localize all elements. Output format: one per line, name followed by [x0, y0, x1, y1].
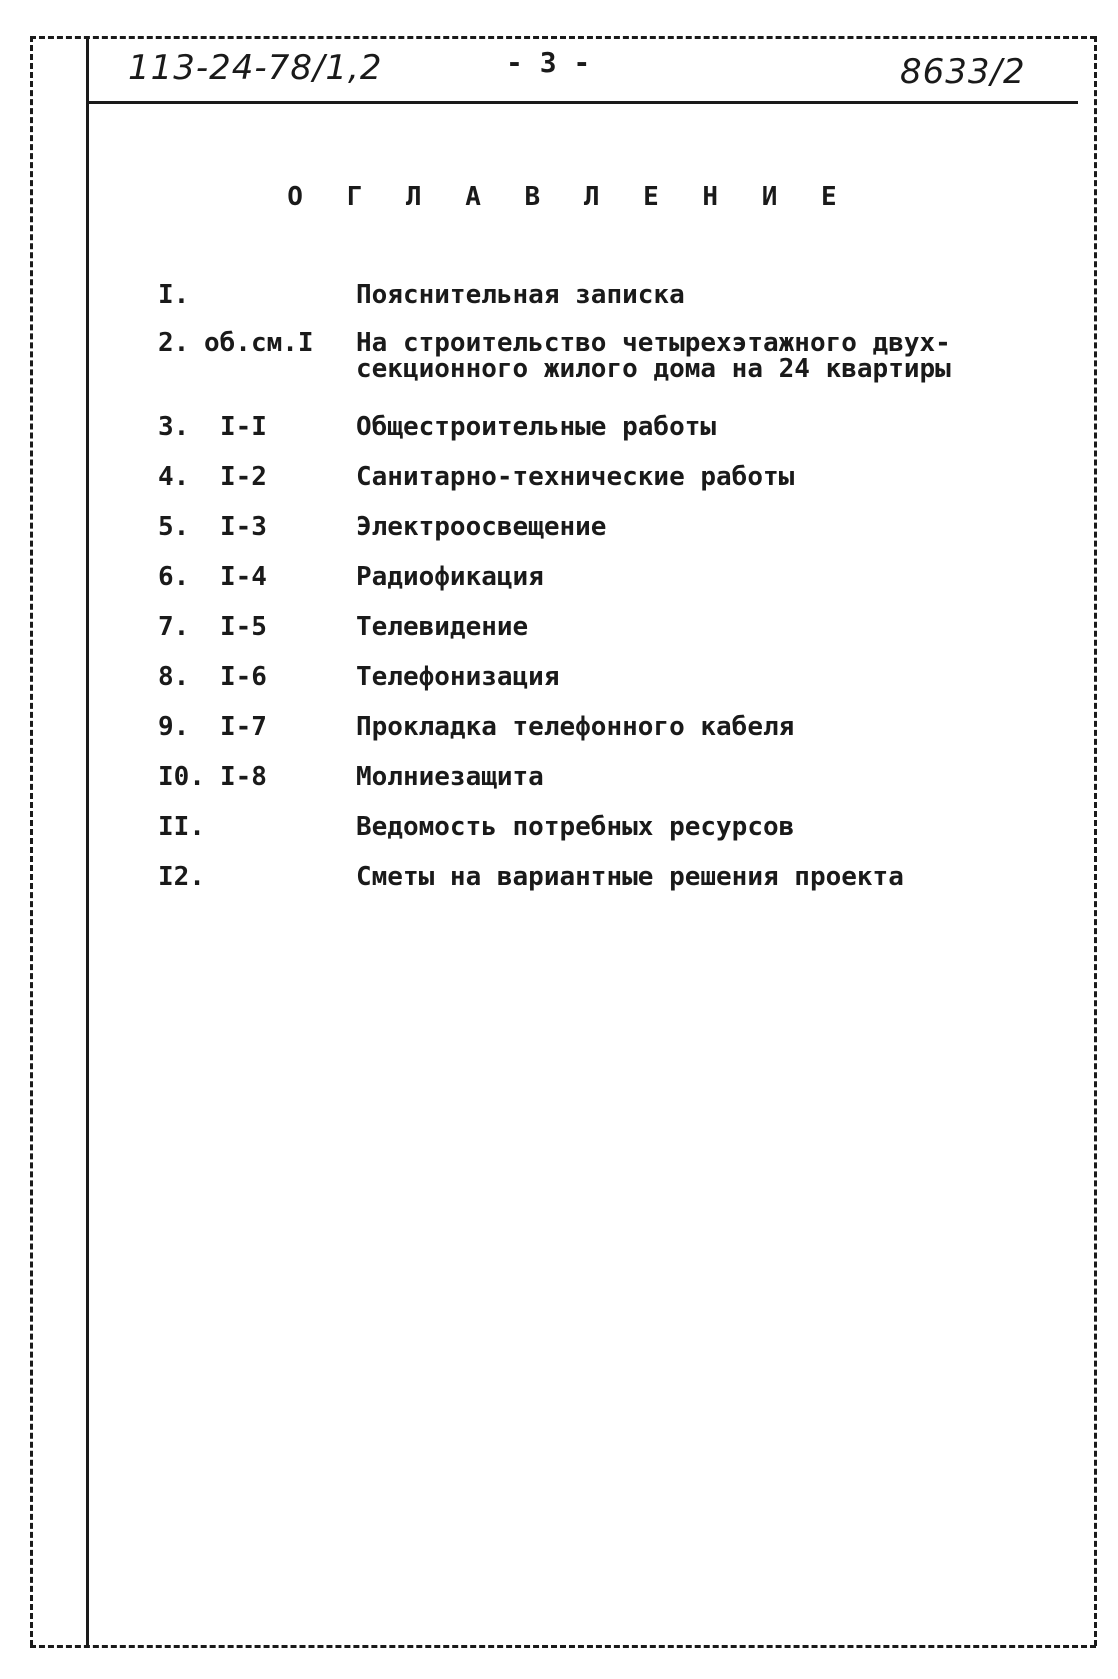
frame-bottom-border	[30, 1645, 1096, 1648]
header-rule	[86, 101, 1078, 104]
frame-binding-line	[86, 36, 89, 1646]
toc-item-number: 6.	[158, 562, 190, 592]
toc-item	[158, 464, 1058, 490]
toc-item-number: I0.	[158, 762, 205, 792]
toc-item-reference: I-3	[220, 512, 267, 542]
toc-item-number: 9.	[158, 712, 190, 742]
toc-item-reference: I-7	[220, 712, 267, 742]
toc-item-title: Телевидение	[356, 612, 529, 642]
toc-item-title: Электроосвещение	[356, 512, 607, 542]
toc-item-title: Прокладка телефонного кабеля	[356, 712, 795, 742]
archive-number: 8633/2	[900, 52, 1026, 92]
toc-item-title: Телефонизация	[356, 662, 560, 692]
toc-item-number: 2.	[158, 328, 190, 358]
toc-item-reference: I-I	[220, 412, 267, 442]
toc-item-title: Общестроительные работы	[356, 412, 717, 442]
toc-item-number: II.	[158, 812, 205, 842]
toc-item-reference: I-2	[220, 462, 267, 492]
toc-item-reference: I-5	[220, 612, 267, 642]
toc-item	[158, 414, 1058, 440]
toc-item	[158, 514, 1058, 540]
toc-item-title: Санитарно-технические работы	[356, 462, 795, 492]
toc-item-reference: об.см.I	[204, 328, 314, 358]
frame-top-border	[30, 36, 1096, 39]
toc-item-number: I2.	[158, 862, 205, 892]
toc-item-title: Пояснительная записка	[356, 280, 685, 310]
toc-item-number: I.	[158, 280, 190, 310]
toc-item-reference: I-6	[220, 662, 267, 692]
page-number: - 3 -	[506, 46, 591, 79]
page-title: О Г Л А В Л Е Н И Е	[287, 182, 851, 212]
toc-item-title: Молниезащита	[356, 762, 544, 792]
document-code: 113-24-78/1,2	[128, 48, 383, 88]
frame-left-border	[30, 36, 33, 1646]
frame-right-border	[1094, 36, 1097, 1646]
toc-item-title: На строительство четырехэтажного двух-	[356, 328, 951, 358]
table-of-contents	[158, 282, 1058, 890]
toc-item-number: 4.	[158, 462, 190, 492]
toc-item	[158, 282, 1058, 308]
toc-item-reference: I-8	[220, 762, 267, 792]
toc-item-number: 8.	[158, 662, 190, 692]
toc-item-title-continued: секционного жилого дома на 24 квартиры	[356, 354, 951, 384]
toc-item	[158, 714, 1058, 740]
toc-item	[158, 564, 1058, 590]
toc-item-number: 5.	[158, 512, 190, 542]
toc-item	[158, 864, 1058, 890]
toc-item-title: Ведомость потребных ресурсов	[356, 812, 795, 842]
toc-item-title: Радиофикация	[356, 562, 544, 592]
toc-item	[158, 664, 1058, 690]
toc-item	[158, 764, 1058, 790]
toc-item	[158, 330, 1058, 382]
toc-item-title: Сметы на вариантные решения проекта	[356, 862, 904, 892]
toc-item-reference: I-4	[220, 562, 267, 592]
toc-item	[158, 614, 1058, 640]
toc-item-number: 3.	[158, 412, 190, 442]
toc-item-number: 7.	[158, 612, 190, 642]
toc-item	[158, 814, 1058, 840]
